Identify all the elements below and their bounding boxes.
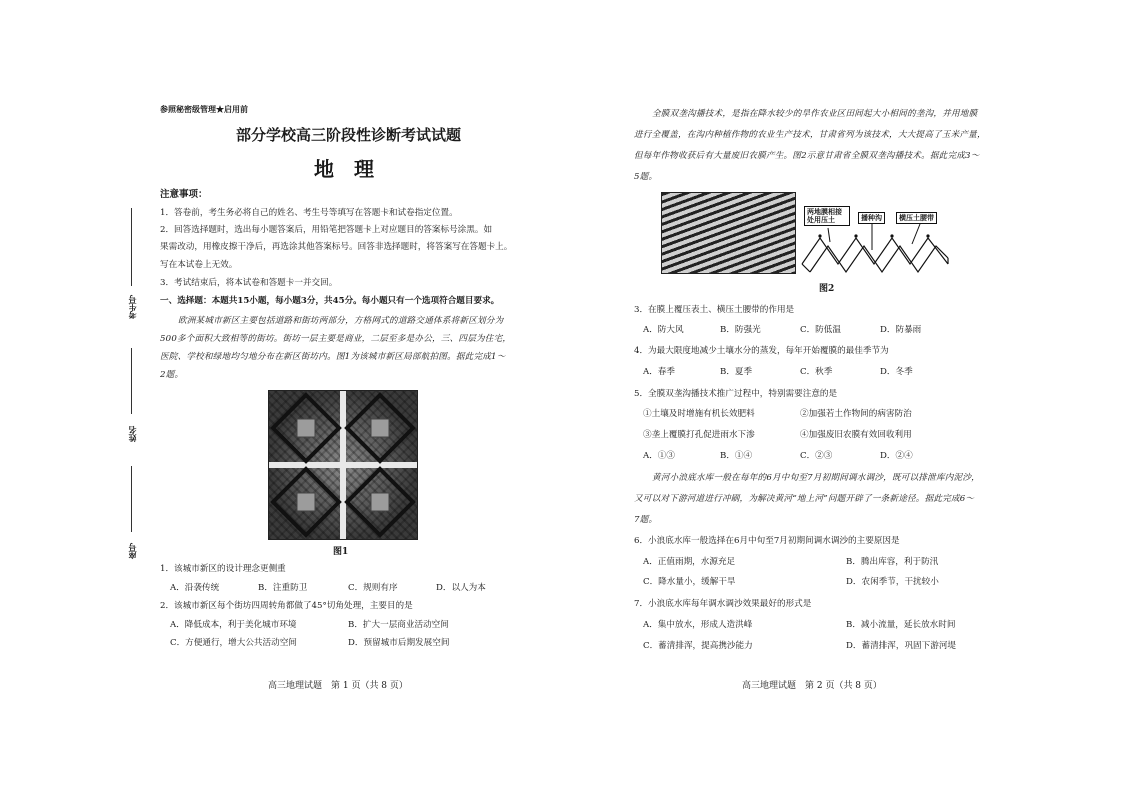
question-7-option-b[interactable]: B．减小流量，延长放水时间 [846,620,956,630]
question-7-option-a[interactable]: A．集中放水，形成人造洪峰 [643,620,753,630]
figure-2-callout-furrow: 播种沟 [858,212,885,224]
question-3-option-b[interactable]: B．防强光 [720,325,761,335]
binding-line-name [131,348,132,414]
note-line-3: 果需改动，用橡皮擦干净后，再选涂其他答案标号。回答非选择题时，将答案写在答题卡上。 [160,242,513,252]
question-5-statement-1: ①土壤及时增施有机长效肥料 [643,409,755,419]
question-6-option-b[interactable]: B．腾出库容，利于防汛 [846,557,939,567]
question-1-option-d[interactable]: D．以人为本 [436,583,486,593]
section-title: 一、选择题：本题共15小题，每小题3分，共45分。每小题只有一个选项符合题目要求。 [160,296,500,306]
question-5-option-b[interactable]: B．①④ [720,451,753,461]
right-passage2-line-1: 黄河小浪底水库一般在每年的6月中旬至7月初期间调水调沙，既可以排泄库内泥沙， [652,473,980,483]
question-6-stem: 6．小浪底水库一般选择在6月中旬至7月初期间调水调沙的主要原因是 [634,536,900,546]
right-passage1-line-1: 全膜双垄沟播技术，是指在降水较少的旱作农业区田间起大小相间的垄沟，并用地膜 [652,109,978,119]
left-page-footer: 高三地理试题 第 1 页（共 8 页） [268,681,408,691]
question-3-stem: 3．在膜上覆压表土、横压土腰带的作用是 [634,305,795,315]
passage-line-3: 医院、学校和绿地均匀地分布在新区街坊内。图1为该城市新区局部航拍图。据此完成1～ [160,352,506,362]
question-5-stem: 5．全膜双垄沟播技术推广过程中，特别需要注意的是 [634,389,838,399]
subject-title: 地 理 [314,157,374,181]
question-2-option-a[interactable]: A．降低成本，利于美化城市环境 [170,620,297,630]
question-7-option-d[interactable]: D．蓄清排浑，巩固下游河堤 [846,641,957,651]
figure-2-callout-joint: 两地膜相接处用压土 [804,206,850,226]
binding-label-seat: 座号 [127,543,137,559]
binding-label-exam-number: 考生号 [127,295,137,319]
question-7-stem: 7．小浪底水库每年调水调沙效果最好的形式是 [634,599,812,609]
question-7-option-c[interactable]: C．蓄清排浑，提高携沙能力 [643,641,753,651]
right-passage2-line-2: 又可以对下游河道进行冲刷，为解决黄河“地上河”问题开辟了一条新途径。据此完成6～ [634,494,975,504]
binding-line-seat [131,466,132,532]
question-5-option-a[interactable]: A．①③ [643,451,675,461]
figure-2-diagram [800,198,950,276]
right-passage2-line-3: 7题。 [634,515,658,525]
figure-1-caption: 图1 [333,547,349,557]
right-passage1-line-2: 进行全覆盖，在沟内种植作物的农业生产技术，甘肃省列为该技术，大大提高了玉米产量， [634,130,986,140]
question-5-option-d[interactable]: D．②④ [880,451,913,461]
question-1-option-b[interactable]: B．注重防卫 [258,583,308,593]
question-2-option-d[interactable]: D．预留城市后期发展空间 [348,638,450,648]
figure-2-callout-belt: 横压土腰带 [896,212,937,224]
exam-title: 部分学校高三阶段性诊断考试试题 [236,126,462,144]
note-line-4: 写在本试卷上无效。 [160,260,238,270]
figure-1-aerial-photo [268,390,418,540]
question-1-option-c[interactable]: C．规则有序 [348,583,398,593]
figure-2-field-photo [661,192,796,274]
question-4-option-d[interactable]: D．冬季 [880,367,913,377]
passage-line-1: 欧洲某城市新区主要包括道路和街坊两部分，方格网式的道路交通体系将新区划分为 [178,316,504,326]
secret-label: 参照秘密级管理★启用前 [160,104,248,114]
binding-label-name: 姓名 [127,426,137,442]
passage-line-4: 2题。 [160,370,184,380]
question-4-stem: 4．为最大限度地减少土壤水分的蒸发，每年开始覆膜的最佳季节为 [634,346,889,356]
question-6-option-d[interactable]: D．农闲季节，干扰较小 [846,577,939,587]
question-5-statement-2: ②加强若土作物间的病害防治 [800,409,912,419]
note-line-2: 2．回答选择题时，选出每小题答案后，用铅笔把答题卡上对应题目的答案标号涂黑。如 [160,225,493,235]
question-5-statement-3: ③垄上覆膜打孔促进雨水下渗 [643,430,755,440]
question-3-option-a[interactable]: A．防大风 [643,325,684,335]
passage-line-2: 500多个面积大致相等的街坊。街坊一层主要是商业，二层至多是办公，三、四层为住宅， [160,334,512,344]
right-passage1-line-4: 5题。 [634,172,658,182]
question-1-stem: 1．该城市新区的设计理念更侧重 [160,564,286,574]
right-page-footer: 高三地理试题 第 2 页（共 8 页） [742,681,882,691]
note-line-5: 3．考试结束后，将本试卷和答题卡一并交回。 [160,278,338,288]
question-6-option-a[interactable]: A．正值雨期，水源充足 [643,557,736,567]
question-2-stem: 2．该城市新区每个街坊四周转角都做了45°切角处理，主要目的是 [160,601,413,611]
question-5-statement-4: ④加强废旧农膜有效回收利用 [800,430,912,440]
question-5-option-c[interactable]: C．②③ [800,451,833,461]
question-4-option-a[interactable]: A．春季 [643,367,675,377]
question-4-option-c[interactable]: C．秋季 [800,367,833,377]
note-line-1: 1．答卷前，考生务必将自己的姓名、考生号等填写在答题卡和试卷指定位置。 [160,208,458,218]
question-2-option-b[interactable]: B．扩大一层商业活动空间 [348,620,449,630]
notes-title: 注意事项： [160,189,208,200]
right-passage1-line-3: 但每年作物收获后有大量废旧农膜产生。图2示意甘肃省全膜双垄沟播技术。据此完成3～ [634,151,980,161]
question-4-option-b[interactable]: B．夏季 [720,367,753,377]
binding-line-exam-number [131,208,132,286]
question-3-option-c[interactable]: C．防低温 [800,325,841,335]
question-6-option-c[interactable]: C．降水量小，缓解干旱 [643,577,736,587]
question-3-option-d[interactable]: D．防暴雨 [880,325,922,335]
question-2-option-c[interactable]: C．方便通行，增大公共活动空间 [170,638,297,648]
figure-2-caption: 图2 [819,284,835,294]
question-1-option-a[interactable]: A．沿袭传统 [170,583,220,593]
